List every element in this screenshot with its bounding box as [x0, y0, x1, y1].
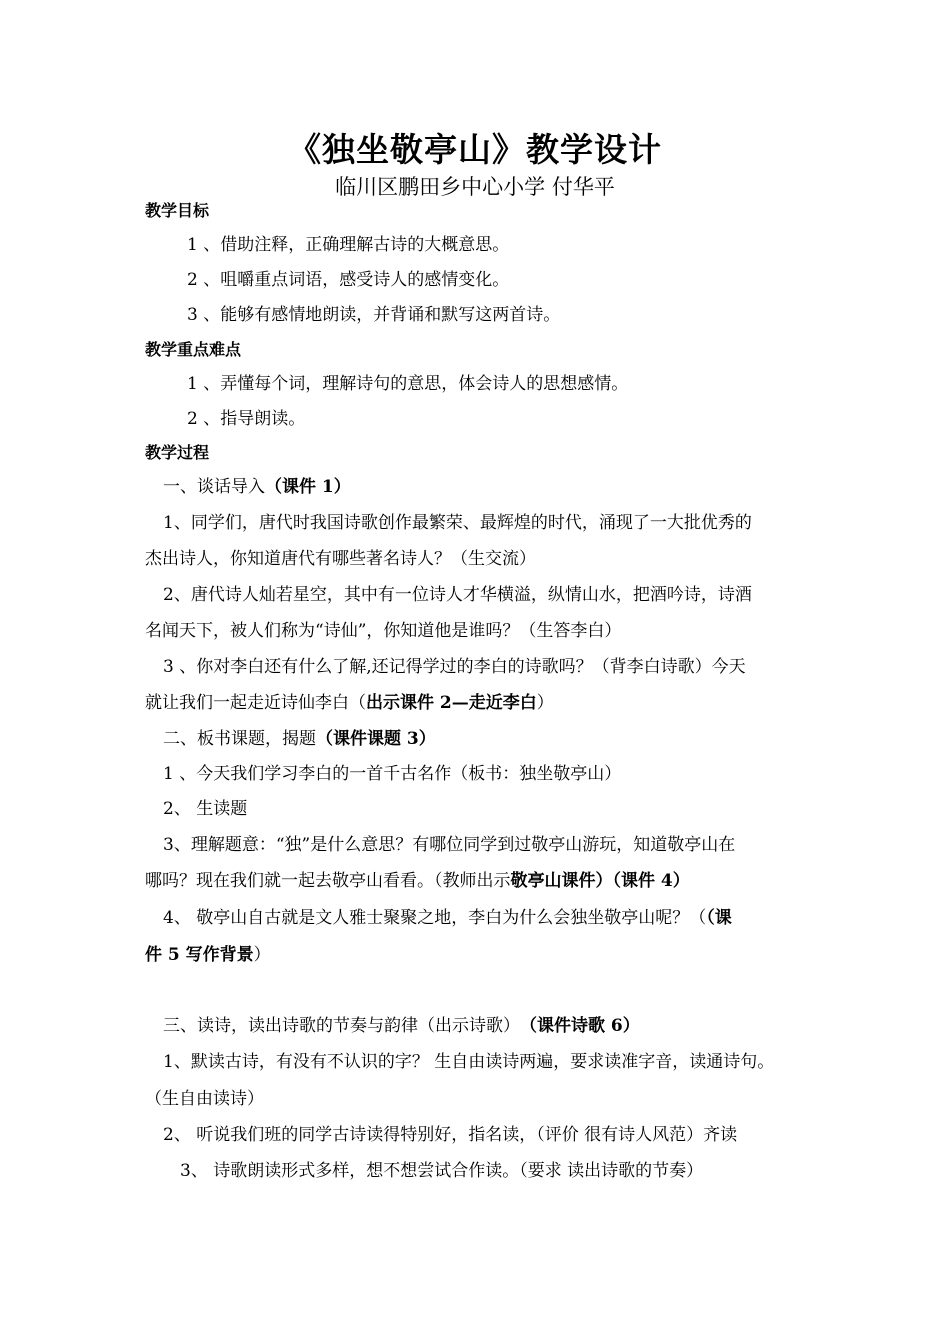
paragraph-line	[145, 868, 825, 894]
author-line: 临川区鹏田乡中心小学 付华平	[335, 175, 615, 199]
goal-item: 3 、能够有感情地朗读，并背诵和默写这两首诗。	[187, 305, 561, 325]
goal-item: 2 、咀嚼重点词语，感受诗人的感情变化。	[187, 270, 510, 290]
courseware-ref: （课件诗歌 6）	[528, 1016, 640, 1036]
paragraph-line: 2、 听说我们班的同学古诗读得特别好，指名读，（评价 很有诗人风范）齐读	[163, 1125, 738, 1145]
courseware-ref: 敬亭山课件）（课件 4）	[510, 871, 690, 891]
paragraph-line: 1、默读古诗，有没有不认识的字？ 生自由读诗两遍，要求读准字音，读通诗句。	[163, 1052, 775, 1072]
keypoint-item: 2 、指导朗读。	[187, 409, 306, 429]
goal-item: 1 、借助注释，正确理解古诗的大概意思。	[187, 235, 510, 255]
document-title: 《独坐敬亭山》教学设计	[288, 130, 662, 169]
paragraph-text: ）	[253, 945, 271, 965]
courseware-ref: （课件 1）	[265, 477, 351, 497]
courseware-ref: （课件课题 3）	[316, 729, 436, 749]
courseware-ref: 出示课件 2—走近李白	[366, 693, 537, 713]
step-title-topic	[163, 726, 843, 752]
section-heading-goals: 教学目标	[145, 201, 210, 220]
paragraph-line: 3、 诗歌朗读形式多样，想不想尝试合作读。（要求 读出诗歌的节奏）	[180, 1161, 704, 1181]
step-title-intro	[163, 474, 843, 500]
paragraph-line	[145, 942, 825, 968]
paragraph-text: 就让我们一起走近诗仙李白（	[145, 693, 366, 713]
step-title-text: 一、谈话导入	[163, 477, 265, 497]
paragraph-line: 1 、今天我们学习李白的一首千古名作（板书：独坐敬亭山）	[163, 764, 622, 784]
section-heading-keypoints: 教学重点难点	[145, 340, 242, 359]
paragraph-line: 2、 生读题	[163, 799, 248, 819]
section-heading-process: 教学过程	[145, 443, 210, 462]
keypoint-item: 1 、弄懂每个词，理解诗句的意思，体会诗人的思想感情。	[187, 374, 629, 394]
paragraph-line: 名闻天下，被人们称为“诗仙”，你知道他是谁吗？（生答李白）	[145, 621, 622, 641]
paragraph-line	[163, 905, 843, 931]
paragraph-text: 哪吗？现在我们就一起去敬亭山看看。（教师出示	[145, 871, 511, 891]
paragraph-line: 3、理解题意：“独”是什么意思？有哪位同学到过敬亭山游玩，知道敬亭山在	[163, 835, 736, 855]
paragraph-line: 2、唐代诗人灿若星空，其中有一位诗人才华横溢，纵情山水，把酒吟诗，诗酒	[163, 585, 752, 605]
paragraph-line: 杰出诗人，你知道唐代有哪些著名诗人？（生交流）	[145, 549, 536, 569]
courseware-ref: 件 5 写作背景	[145, 945, 254, 965]
paragraph-line	[145, 690, 825, 716]
paragraph-text: 4、 敬亭山自古就是文人雅士聚聚之地，李白为什么会独坐敬亭山呢？（	[163, 908, 707, 928]
step-title-text: 三、读诗，读出诗歌的节奏与韵律（出示诗歌）	[163, 1016, 529, 1036]
step-title-reading	[163, 1013, 843, 1039]
paragraph-line: 3 、你对李白还有什么了解,还记得学过的李白的诗歌吗？（背李白诗歌）今天	[163, 657, 746, 677]
paragraph-text: ）	[536, 693, 554, 713]
paragraph-line: 1、同学们，唐代时我国诗歌创作最繁荣、最辉煌的时代，涌现了一大批优秀的	[163, 513, 752, 533]
courseware-ref: （课	[706, 908, 732, 928]
step-title-text: 二、板书课题，揭题	[163, 729, 316, 749]
paragraph-line: （生自由读诗）	[145, 1089, 264, 1109]
